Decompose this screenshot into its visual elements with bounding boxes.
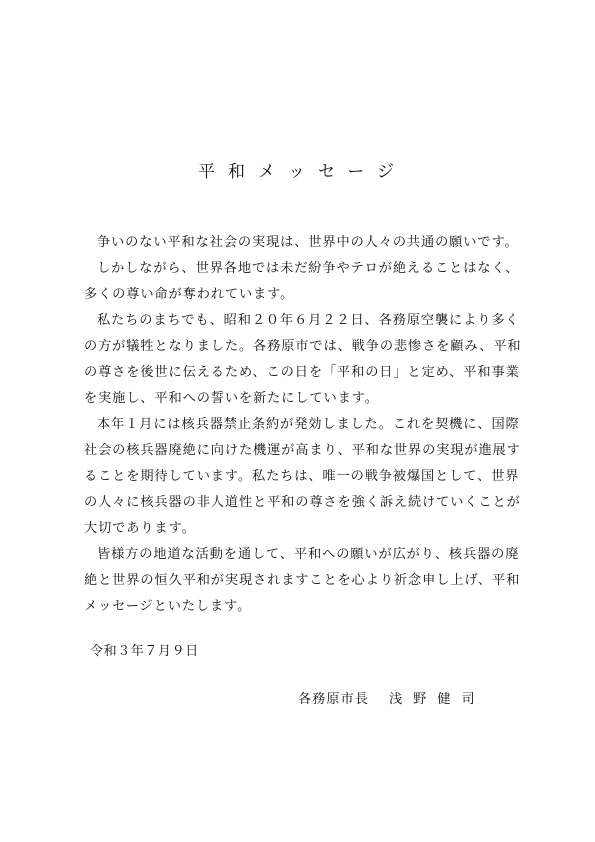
paragraph-5: 皆様方の地道な活動を通して、平和への願いが広がり、核兵器の廃絶と世界の恒久平和が実現されますことを心より祈念申し上げ、平和メッセージといたします。	[84, 547, 521, 614]
paragraph-2: しかしながら、世界各地では未だ紛争やテロが絶えることはなく、多くの尊い命が奪われています。	[84, 261, 520, 302]
signatory-name: 浅野健司	[388, 692, 486, 707]
paragraph-3: 私たちのまちでも、昭和２０年６月２２日、各務原空襲により多くの方が犠牲となりました。各務原市では、戦争の悲惨さを顧み、平和の尊さを後世に伝えるため、この日を「平和の日」と定め、平和事業を実施し、平和への誓いを新たにしています。	[84, 313, 522, 406]
signatory-title: 各務原市長	[298, 692, 369, 707]
paragraph-4: 本年１月には核兵器禁止条約が発効しました。これを契機に、国際社会の核兵器廃絶に向けた機運が高まり、平和な世界の実現が進展することを期待しています。私たちは、唯一の戦争被爆国として、世界の人々に核兵器の非人道性と平和の尊さを強く訴え続けていくことが大切であります。	[84, 417, 521, 536]
document-date: 令和３年７月９日	[90, 644, 199, 659]
message-body	[84, 230, 524, 620]
paragraph-1: 争いのない平和な社会の実現は、世界中の人々の共通の願いです。	[97, 235, 519, 250]
document-title: 平和メッセージ	[198, 162, 407, 182]
signature-block	[298, 688, 486, 707]
